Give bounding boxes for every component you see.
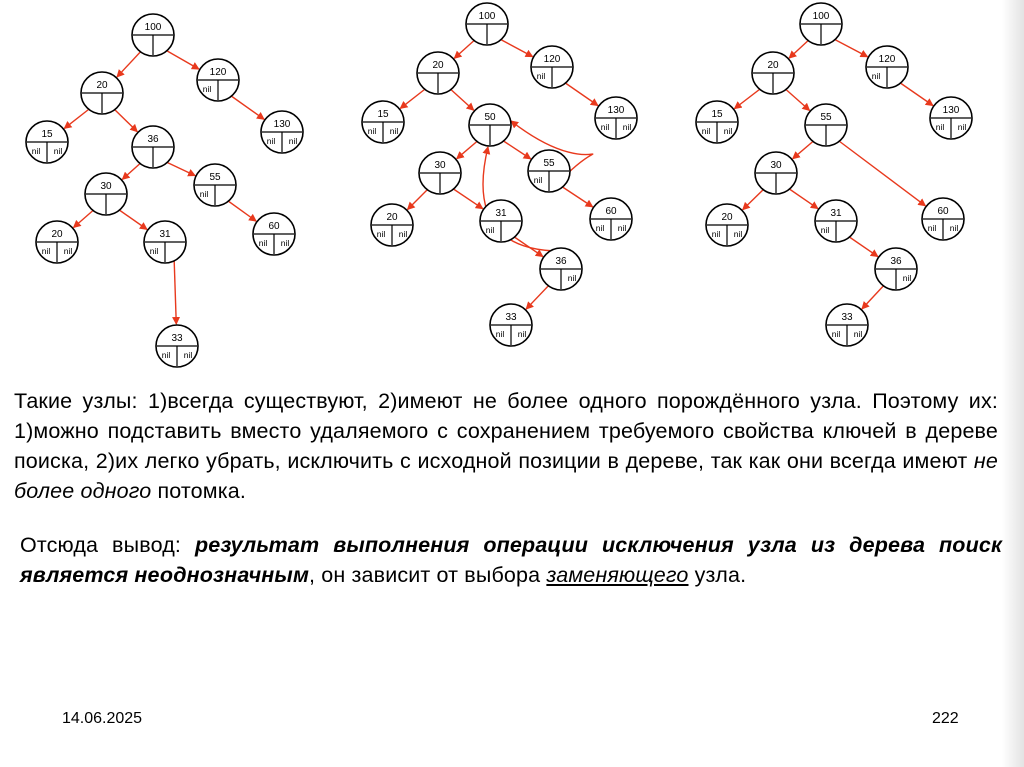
node-left-pointer: nil <box>600 122 610 132</box>
node-left-pointer: nil <box>495 329 505 339</box>
footer-date: 14.06.2025 <box>62 710 143 727</box>
tree-node <box>800 3 842 45</box>
tree-node <box>805 104 847 146</box>
tree-node <box>826 304 868 346</box>
tree-node <box>531 46 573 88</box>
tree-original <box>26 14 303 367</box>
node-key: 33 <box>505 312 517 323</box>
node-key: 100 <box>144 22 162 33</box>
node-key: 20 <box>51 229 63 240</box>
node-right-pointer: nil <box>53 146 63 156</box>
node-key: 20 <box>386 212 398 223</box>
tree-node <box>417 52 459 94</box>
tree-node <box>144 221 186 263</box>
node-right-pointer: nil <box>723 126 733 136</box>
node-key: 31 <box>159 229 171 240</box>
bst-diagrams <box>0 0 1024 380</box>
node-left-pointer: nil <box>266 136 276 146</box>
node-key: 130 <box>942 105 960 116</box>
tree-node <box>540 248 582 290</box>
node-left-pointer: nil <box>831 329 841 339</box>
node-key: 31 <box>495 208 507 219</box>
p2-start: Отсюда вывод: <box>20 533 195 557</box>
tree-replaced-by-right-min <box>362 3 637 346</box>
node-right-pointer: nil <box>957 122 967 132</box>
node-key: 36 <box>555 256 567 267</box>
tree-node <box>132 126 174 168</box>
paragraph-conclusion <box>20 530 1002 590</box>
p2-end: узла. <box>688 563 747 587</box>
node-left-pointer: nil <box>202 84 212 94</box>
node-left-pointer: nil <box>536 71 546 81</box>
p2-bold-italic: результат выполнения операции исключения узла из дерева поиск является неоднозначным <box>20 533 1003 587</box>
tree-node <box>696 101 738 143</box>
tree-node <box>875 248 917 290</box>
node-right-pointer: nil <box>398 229 408 239</box>
node-key: 33 <box>841 312 853 323</box>
node-key: 55 <box>543 158 555 169</box>
edge-t3-120-to-t3-130 <box>896 80 933 105</box>
tree-replaced-by-left-max <box>696 3 972 346</box>
tree-node <box>132 14 174 56</box>
tree-node <box>930 97 972 139</box>
node-key: 15 <box>41 129 53 140</box>
node-left-pointer: nil <box>41 246 51 256</box>
node-right-pointer: nil <box>63 246 73 256</box>
edge-t1-120-to-t1-130 <box>227 93 264 119</box>
node-right-pointer: nil <box>622 122 632 132</box>
node-key: 15 <box>711 109 723 120</box>
node-left-pointer: nil <box>149 246 159 256</box>
node-key: 130 <box>273 119 291 130</box>
tree-node <box>197 59 239 101</box>
node-right-pointer: nil <box>389 126 399 136</box>
tree-node <box>752 52 794 94</box>
tree-node <box>866 46 908 88</box>
node-key: 120 <box>878 54 896 65</box>
node-left-pointer: nil <box>820 225 830 235</box>
node-left-pointer: nil <box>31 146 41 156</box>
tree-node <box>371 204 413 246</box>
node-key: 120 <box>209 67 227 78</box>
edge-t2-120-to-t2-130 <box>561 80 598 105</box>
p2-italic: заменяющего <box>546 563 689 587</box>
edge-t3-55-to-t3-60 <box>835 138 925 206</box>
tree-node <box>194 164 236 206</box>
node-key: 130 <box>607 105 625 116</box>
node-right-pointer: nil <box>280 238 290 248</box>
tree-node <box>85 173 127 215</box>
node-right-pointer: nil <box>288 136 298 146</box>
tree-node <box>466 3 508 45</box>
node-left-pointer: nil <box>367 126 377 136</box>
tree-node <box>81 72 123 114</box>
node-key: 55 <box>820 112 832 123</box>
p2-mid: , он зависит от выбора <box>309 563 547 587</box>
node-key: 36 <box>147 134 159 145</box>
node-key: 30 <box>100 181 112 192</box>
tree-node <box>36 221 78 263</box>
node-left-pointer: nil <box>595 223 605 233</box>
edge-t1-31-to-t1-33 <box>174 255 176 324</box>
node-left-pointer: nil <box>485 225 495 235</box>
node-key: 60 <box>268 221 280 232</box>
node-key: 20 <box>96 80 108 91</box>
node-key: 60 <box>605 206 617 217</box>
node-left-pointer: nil <box>161 350 171 360</box>
node-key: 100 <box>478 11 496 22</box>
node-left-pointer: nil <box>376 229 386 239</box>
tree-node <box>706 204 748 246</box>
p1-text: Такие узлы: 1)всегда существуют, 2)имеют не более одного порождённого узла. Поэтому их: 1)можно подставить вместо удаляемого с сохранением требуемого свойства ключей в дереве поиска, 2)их легко убрать, исключить с исходной позиции в дереве, так как они всегда имеют <box>14 389 998 473</box>
p1-end: потомка. <box>151 479 246 503</box>
tree-node <box>253 213 295 255</box>
node-right-pointer: nil <box>949 223 959 233</box>
tree-node <box>528 150 570 192</box>
node-key: 50 <box>484 112 496 123</box>
tree-node <box>815 200 857 242</box>
tree-node <box>480 200 522 242</box>
tree-node <box>362 101 404 143</box>
node-key: 100 <box>812 11 830 22</box>
node-key: 33 <box>171 333 183 344</box>
tree-node <box>419 152 461 194</box>
node-right-pointer: nil <box>567 273 577 283</box>
node-right-pointer: nil <box>517 329 527 339</box>
node-key: 30 <box>434 160 446 171</box>
paragraph-properties <box>14 386 998 506</box>
node-key: 30 <box>770 160 782 171</box>
node-left-pointer: nil <box>199 189 209 199</box>
tree-node <box>922 198 964 240</box>
node-left-pointer: nil <box>258 238 268 248</box>
node-right-pointer: nil <box>183 350 193 360</box>
tree-node <box>490 304 532 346</box>
tree-node <box>156 325 198 367</box>
node-key: 20 <box>432 60 444 71</box>
node-right-pointer: nil <box>853 329 863 339</box>
node-left-pointer: nil <box>927 223 937 233</box>
tree-node <box>261 111 303 153</box>
node-key: 20 <box>721 212 733 223</box>
footer-page-number: 222 <box>932 710 959 727</box>
node-left-pointer: nil <box>871 71 881 81</box>
node-key: 55 <box>209 172 221 183</box>
node-key: 31 <box>830 208 842 219</box>
node-left-pointer: nil <box>701 126 711 136</box>
p1-italic: не более одного <box>14 449 998 503</box>
node-right-pointer: nil <box>733 229 743 239</box>
node-right-pointer: nil <box>617 223 627 233</box>
tree-node <box>595 97 637 139</box>
node-key: 120 <box>543 54 561 65</box>
node-left-pointer: nil <box>711 229 721 239</box>
node-key: 15 <box>377 109 389 120</box>
node-left-pointer: nil <box>533 175 543 185</box>
node-right-pointer: nil <box>902 273 912 283</box>
node-key: 60 <box>937 206 949 217</box>
node-key: 20 <box>767 60 779 71</box>
tree-node <box>26 121 68 163</box>
tree-node <box>590 198 632 240</box>
node-key: 36 <box>890 256 902 267</box>
tree-node <box>469 104 511 146</box>
node-left-pointer: nil <box>935 122 945 132</box>
tree-node <box>755 152 797 194</box>
